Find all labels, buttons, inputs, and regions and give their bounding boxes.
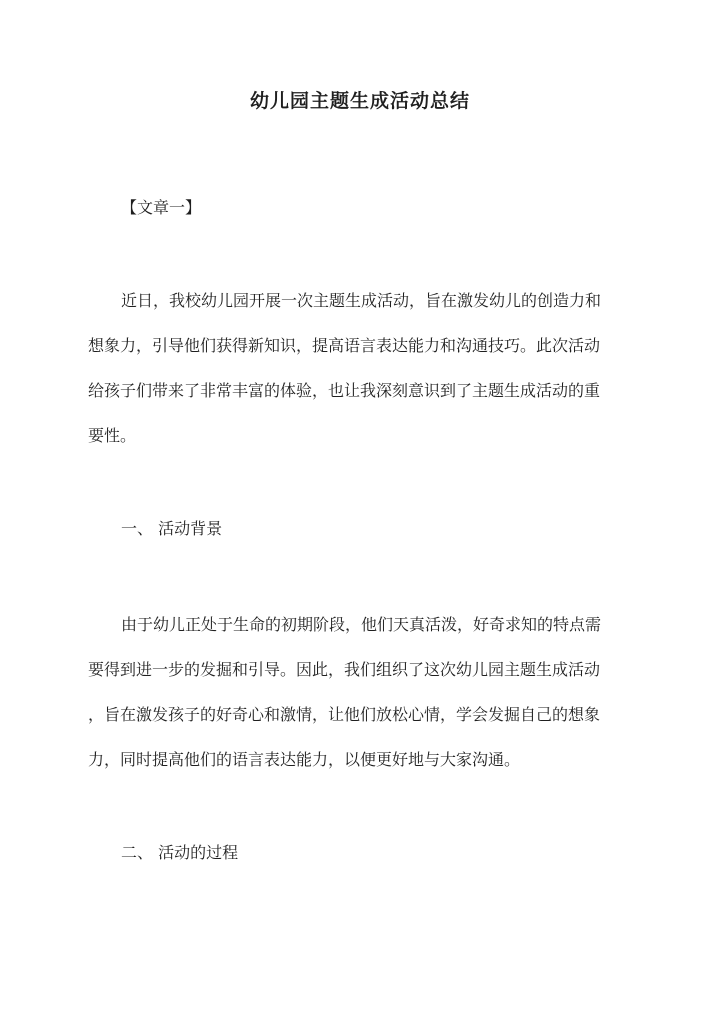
document-title: 幼儿园主题生成活动总结 (249, 90, 470, 112)
paragraph-1-line-3: 给孩子们带来了非常丰富的体验，也让我深刻意识到了主题生成活动的重 (88, 381, 601, 400)
paragraph-2-line-1: 由于幼儿正处于生命的初期阶段，他们天真活泼，好奇求知的特点需 (121, 615, 602, 634)
paragraph-2-line-3: ，旨在激发孩子的好奇心和激情，让他们放松心情，学会发掘自己的想象 (88, 705, 601, 724)
paragraph-1-line-1: 近日，我校幼儿园开展一次主题生成活动，旨在激发幼儿的创造力和 (121, 291, 602, 310)
article-tag: 【文章一】 (121, 198, 202, 217)
section-1-heading: 一、 活动背景 (121, 519, 223, 538)
paragraph-2-line-4: 力，同时提高他们的语言表达能力，以便更好地与大家沟通。 (88, 750, 521, 769)
paragraph-1-line-4: 要性。 (88, 426, 137, 445)
section-2-heading: 二、 活动的过程 (121, 843, 239, 862)
paragraph-1-line-2: 想象力，引导他们获得新知识，提高语言表达能力和沟通技巧。此次活动 (88, 336, 601, 355)
paragraph-2-line-2: 要得到进一步的发掘和引导。因此，我们组织了这次幼儿园主题生成活动 (88, 660, 601, 679)
